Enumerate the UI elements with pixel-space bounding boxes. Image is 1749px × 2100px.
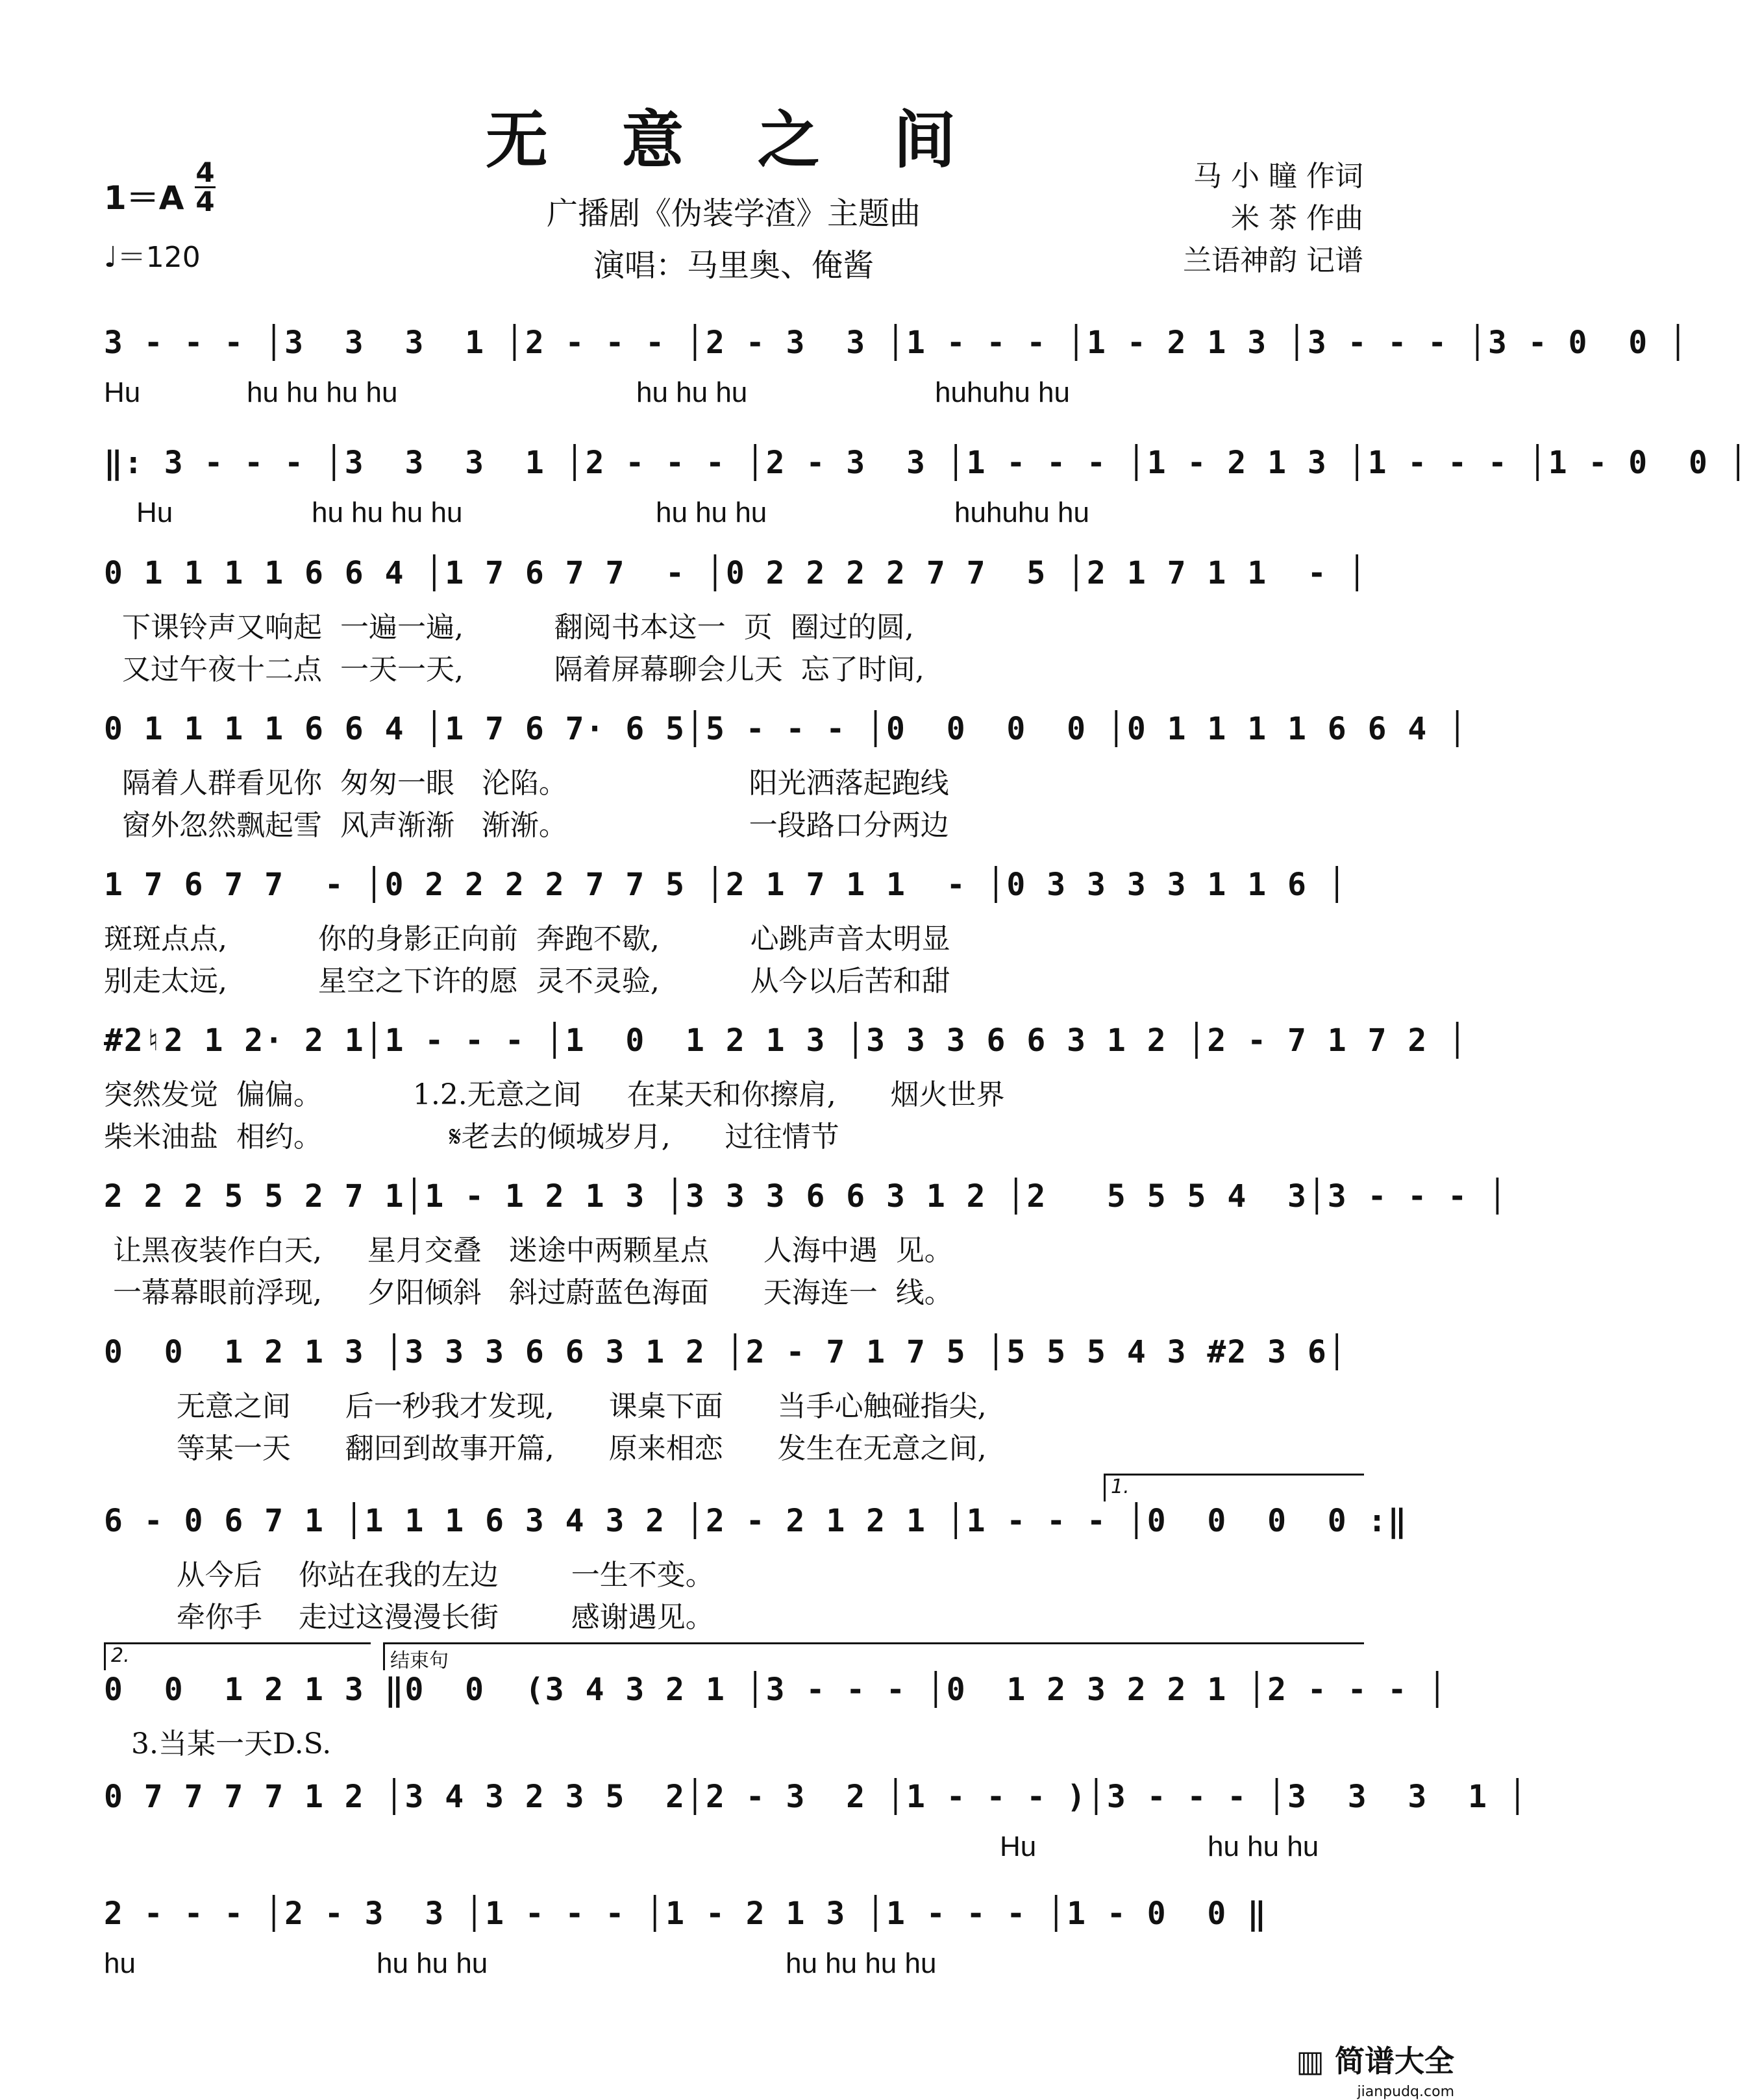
lyric-verse-2: 又过午夜十二点 一天一天, 隔着屏幕聊会儿天 忘了时间, (104, 653, 924, 686)
lyric-verse-1: 从今后 你站在我的左边 一生不变。 (104, 1559, 714, 1592)
site-url[interactable]: jianpudq.com (1357, 2084, 1454, 2100)
notes-line: 2 - - - │2 - 3 3 │1 - - - │1 - 2 1 3 │1 - - - │1 - 0 0 ‖ (104, 1896, 1268, 1932)
transcriber-credit: 兰语神韵 记谱 (1183, 244, 1363, 277)
notes-line: 0 0 1 2 1 3 │3 3 3 6 6 3 1 2 │2 - 7 1 7 5 │5 5 5 4 3 #2 3 6│ (104, 1334, 1348, 1370)
lyric-verse-2: 柴米油盐 相约。 𝄋老去的倾城岁月, 过往情节 (104, 1120, 839, 1154)
notes-line: #2♮2 1 2· 2 1│1 - - - │1 0 1 2 1 3 │3 3 3 6 6 3 1 2 │2 - 7 1 7 2 │ (104, 1022, 1469, 1059)
notes-line: ‖: 3 - - - │3 3 3 1 │2 - - - │2 - 3 3 │1 - - - │1 - 2 1 3 │1 - - - │1 - 0 0 │ (104, 445, 1749, 481)
hu-lyric: Hu (104, 377, 141, 408)
singer-credit: 演唱：马里奥、俺酱 (593, 247, 874, 284)
song-title: 无 意 之 间 (485, 103, 982, 177)
lyric-verse-2: 窗外忽然飘起雪 风声渐渐 渐渐。 一段路口分两边 (104, 809, 949, 842)
hu-lyric: hu hu hu (656, 497, 767, 528)
time-top: 4 (195, 156, 215, 188)
hu-lyric: hu hu hu hu (312, 497, 463, 528)
notes-line: 0 1 1 1 1 6 6 4 │1 7 6 7· 6 5│5 - - - │0 0 0 0 │0 1 1 1 1 6 6 4 │ (104, 711, 1469, 747)
lyric-verse-2: 别走太远, 星空之下许的愿 灵不灵验, 从今以后苦和甜 (104, 965, 950, 998)
coda-ending-bracket: 结束句 (383, 1642, 1364, 1670)
lyric-verse-2: 一幕幕眼前浮现, 夕阳倾斜 斜过蔚蓝色海面 天海连一 线。 (104, 1276, 953, 1309)
hu-lyric: huhuhu hu (935, 377, 1070, 408)
notes-line: 0 1 1 1 1 6 6 4 │1 7 6 7 7 - │0 2 2 2 2 7 7 5 │2 1 7 1 1 - │ (104, 555, 1368, 591)
site-logo[interactable]: ▥ 简谱大全 (1296, 2044, 1454, 2079)
song-subtitle: 广播剧《伪装学渣》主题曲 (546, 195, 921, 232)
piano-keys-icon: ▥ (1296, 2044, 1324, 2079)
lyric-verse-1: 让黑夜装作白天, 星月交叠 迷途中两颗星点 人海中遇 见。 (104, 1234, 953, 1267)
tempo-marking: ♩＝120 (104, 241, 201, 274)
lyric-verse-2: 等某一天 翻回到故事开篇, 原来相恋 发生在无意之间, (104, 1432, 987, 1465)
notes-line: 1 7 6 7 7 - │0 2 2 2 2 7 7 5 │2 1 7 1 1 - │0 3 3 3 3 1 1 6 │ (104, 867, 1348, 903)
hu-lyric: Hu (136, 497, 173, 528)
hu-lyric: hu hu hu hu (786, 1947, 937, 1979)
notes-line: 6 - 0 6 7 1 │1 1 1 6 3 4 3 2 │2 - 2 1 2 1 │1 - - - │0 0 0 0 :‖ (104, 1503, 1408, 1539)
lyric-verse-1: 无意之间 后一秒我才发现, 课桌下面 当手心触碰指尖, (104, 1390, 987, 1423)
hu-lyric: hu (104, 1947, 136, 1979)
notes-line: 0 0 1 2 1 3 ‖0 0 (3 4 3 2 1 │3 - - - │0 1 2 3 2 2 1 │2 - - - │ (104, 1672, 1448, 1708)
lyric-verse-1: 隔着人群看见你 匆匆一眼 沦陷。 阳光洒落起跑线 (104, 767, 949, 800)
key-signature: 1＝A (104, 179, 184, 217)
time-signature (195, 156, 216, 217)
lyric-verse-1: 突然发觉 偏偏。 1.2.无意之间 在某天和你擦肩, 烟火世界 (104, 1078, 1005, 1111)
second-ending-bracket: 2. (104, 1642, 371, 1670)
lyric-verse-2: 牵你手 走过这漫漫长街 感谢遇见。 (104, 1601, 714, 1634)
lyric-verse-1: 斑斑点点, 你的身影正向前 奔跑不歇, 心跳声音太明显 (104, 922, 950, 956)
hu-lyric: hu hu hu hu (247, 377, 398, 408)
hu-lyric: hu hu hu (636, 377, 748, 408)
composer-credit: 米 茶 作曲 (1231, 202, 1363, 235)
notes-line: 2 2 2 5 5 2 7 1│1 - 1 2 1 3 │3 3 3 6 6 3 1 2 │2 5 5 5 4 3│3 - - - │ (104, 1178, 1508, 1215)
hu-lyric: hu hu hu (1208, 1831, 1319, 1862)
first-ending-bracket: 1. (1104, 1474, 1364, 1501)
hu-lyric: Hu (1000, 1831, 1037, 1862)
lyric-verse-1: 3.当某一天D.S. (104, 1727, 332, 1760)
notes-line: 3 - - - │3 3 3 1 │2 - - - │2 - 3 3 │1 - - - │1 - 2 1 3 │3 - - - │3 - 0 0 │ (104, 325, 1689, 361)
time-bottom: 4 (195, 186, 215, 217)
quarter-note-icon: ♩ (104, 241, 118, 274)
lyricist-credit: 马 小 瞳 作词 (1193, 160, 1363, 193)
hu-lyric: huhuhu hu (954, 497, 1089, 528)
hu-lyric: hu hu hu (377, 1947, 488, 1979)
notes-line: 0 7 7 7 7 1 2 │3 4 3 2 3 5 2│2 - 3 2 │1 - - - )│3 - - - │3 3 3 1 │ (104, 1779, 1528, 1815)
lyric-verse-1: 下课铃声又响起 一遍一遍, 翻阅书本这一 页 圈过的圆, (104, 611, 914, 644)
